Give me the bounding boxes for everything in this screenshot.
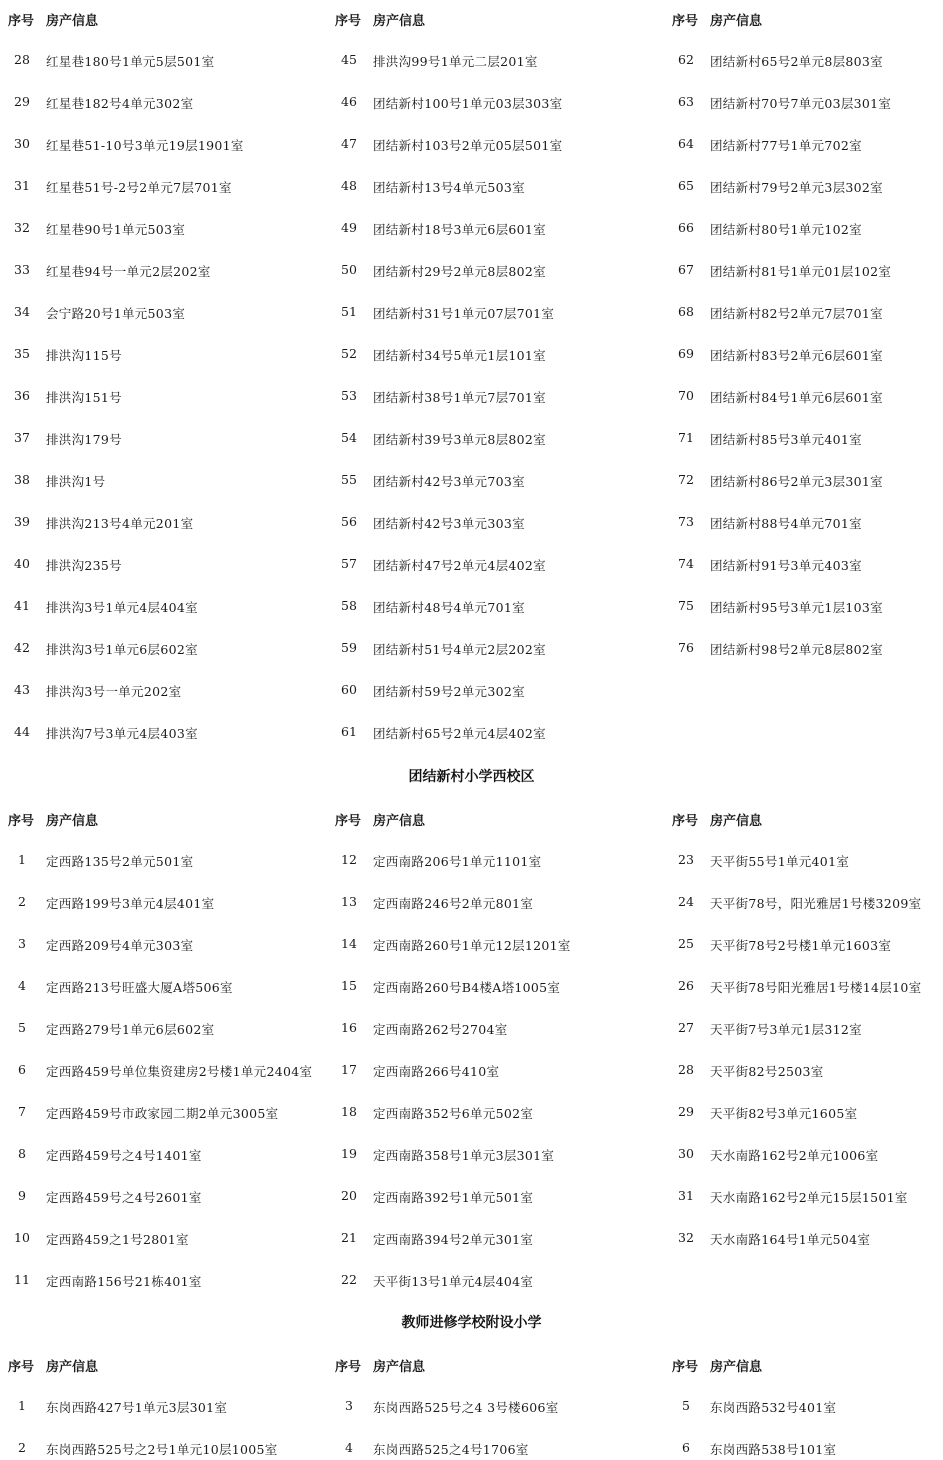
property-address: 团结新村98号2单元8层802室 [710,642,883,657]
property-address: 天平街82号2503室 [710,1064,824,1079]
row-number: 49 [341,220,357,235]
property-address: 团结新村88号4单元701室 [710,516,862,531]
row-number: 6 [682,1440,690,1455]
row-number: 15 [341,978,357,993]
row-number: 5 [682,1398,690,1413]
row-number: 2 [18,1440,26,1455]
property-address: 天平街78号，阳光雅居1号楼3209室 [710,896,922,911]
property-address: 定西路279号1单元6层602室 [46,1022,215,1037]
row-number: 58 [341,598,357,613]
property-address: 团结新村85号3单元401室 [710,432,862,447]
row-number: 29 [678,1104,694,1119]
row-number: 55 [341,472,357,487]
property-address: 团结新村100号1单元03层303室 [373,96,563,111]
row-number: 32 [14,220,30,235]
section-title: 教师进修学校附设小学 [401,1315,542,1331]
header-seq: 序号 [335,814,362,829]
row-number: 51 [341,304,357,319]
row-number: 5 [18,1020,26,1035]
property-address: 团结新村91号3单元403室 [710,558,862,573]
header-seq: 序号 [672,1360,699,1375]
property-address: 定西南路260号1单元12层1201室 [373,938,571,953]
header-seq: 序号 [335,14,362,29]
row-number: 42 [14,640,30,655]
header-info: 房产信息 [373,814,426,829]
property-address: 天水南路162号2单元15层1501室 [710,1190,908,1205]
row-number: 43 [14,682,30,697]
property-address: 定西路459号之4号2601室 [46,1190,202,1205]
property-address: 排洪沟7号3单元4层403室 [46,726,198,741]
header-seq: 序号 [8,814,35,829]
row-number: 39 [14,514,30,529]
row-number: 19 [341,1146,357,1161]
property-address: 团结新村48号4单元701室 [373,600,525,615]
property-address: 排洪沟99号1单元二层201室 [373,54,538,69]
row-number: 66 [678,220,694,235]
row-number: 1 [18,1398,26,1413]
row-number: 9 [18,1188,26,1203]
property-address: 东岗西路538号101室 [710,1442,837,1457]
property-address: 团结新村65号2单元4层402室 [373,726,546,741]
property-address: 排洪沟1号 [46,474,106,489]
row-number: 12 [341,852,357,867]
property-address: 排洪沟3号1单元6层602室 [46,642,198,657]
property-address: 会宁路20号1单元503室 [46,306,186,321]
header-info: 房产信息 [373,1360,426,1375]
property-address: 团结新村70号7单元03层301室 [710,96,892,111]
row-number: 3 [345,1398,353,1413]
header-seq: 序号 [672,814,699,829]
property-address: 团结新村81号1单元01层102室 [710,264,892,279]
header-seq: 序号 [672,14,699,29]
header-info: 房产信息 [710,1360,763,1375]
row-number: 28 [678,1062,694,1077]
property-address: 定西路459号单位集资建房2号楼1单元2404室 [46,1064,313,1079]
property-address: 天平街82号3单元1605室 [710,1106,858,1121]
property-address: 团结新村82号2单元7层701室 [710,306,883,321]
row-number: 10 [14,1230,30,1245]
row-number: 27 [678,1020,694,1035]
row-number: 70 [678,388,694,403]
row-number: 74 [678,556,694,571]
property-address: 东岗西路532号401室 [710,1400,837,1415]
property-address: 团结新村38号1单元7层701室 [373,390,546,405]
property-address: 团结新村42号3单元303室 [373,516,525,531]
row-number: 63 [678,94,694,109]
row-number: 76 [678,640,694,655]
property-address: 红星巷182号4单元302室 [46,96,194,111]
row-number: 65 [678,178,694,193]
row-number: 20 [341,1188,357,1203]
property-address: 天水南路164号1单元504室 [710,1232,871,1247]
property-address: 天平街78号2号楼1单元1603室 [710,938,892,953]
row-number: 7 [18,1104,26,1119]
row-number: 29 [14,94,30,109]
property-address: 团结新村51号4单元2层202室 [373,642,546,657]
property-address: 团结新村59号2单元302室 [373,684,525,699]
property-address: 定西南路392号1单元501室 [373,1190,534,1205]
row-number: 57 [341,556,357,571]
row-number: 17 [341,1062,357,1077]
property-address: 定西路459号市政家园二期2单元3005室 [46,1106,279,1121]
row-number: 38 [14,472,30,487]
row-number: 36 [14,388,30,403]
property-address: 定西路199号3单元4层401室 [46,896,215,911]
property-address: 团结新村18号3单元6层601室 [373,222,546,237]
property-address: 排洪沟3号1单元4层404室 [46,600,198,615]
property-address: 天水南路162号2单元1006室 [710,1148,879,1163]
row-number: 67 [678,262,694,277]
property-address: 排洪沟151号 [46,390,122,405]
row-number: 18 [341,1104,357,1119]
property-address: 定西南路352号6单元502室 [373,1106,534,1121]
row-number: 11 [14,1272,30,1287]
property-address: 排洪沟3号一单元202室 [46,684,182,699]
row-number: 56 [341,514,357,529]
row-number: 35 [14,346,30,361]
property-address: 团结新村86号2单元3层301室 [710,474,883,489]
row-number: 52 [341,346,357,361]
row-number: 22 [341,1272,357,1287]
row-number: 28 [14,52,30,67]
property-address: 团结新村13号4单元503室 [373,180,525,195]
property-address: 天平街55号1单元401室 [710,854,850,869]
property-address: 定西路459之1号2801室 [46,1232,189,1247]
row-number: 47 [341,136,357,151]
row-number: 6 [18,1062,26,1077]
row-number: 54 [341,430,357,445]
header-seq: 序号 [8,1360,35,1375]
property-address: 东岗西路525号之4 3号楼606室 [373,1400,559,1415]
header-info: 房产信息 [46,14,99,29]
row-number: 4 [345,1440,353,1455]
row-number: 60 [341,682,357,697]
row-number: 50 [341,262,357,277]
property-address: 天平街7号3单元1层312室 [710,1022,862,1037]
row-number: 59 [341,640,357,655]
property-address: 东岗西路427号1单元3层301室 [46,1400,228,1415]
property-address: 团结新村31号1单元07层701室 [373,306,555,321]
property-address: 团结新村39号3单元8层802室 [373,432,546,447]
property-address: 定西南路262号2704室 [373,1022,508,1037]
row-number: 69 [678,346,694,361]
row-number: 8 [18,1146,26,1161]
header-info: 房产信息 [710,814,763,829]
property-address: 团结新村47号2单元4层402室 [373,558,546,573]
row-number: 41 [14,598,30,613]
row-number: 61 [341,724,357,739]
row-number: 44 [14,724,30,739]
property-address: 团结新村80号1单元102室 [710,222,862,237]
header-info: 房产信息 [373,14,426,29]
row-number: 4 [18,978,26,993]
property-address: 定西路213号旺盛大厦A塔506室 [46,980,233,995]
row-number: 30 [678,1146,694,1161]
property-address: 团结新村83号2单元6层601室 [710,348,883,363]
row-number: 46 [341,94,357,109]
row-number: 53 [341,388,357,403]
property-address: 红星巷51-10号3单元19层1901室 [46,138,244,153]
row-number: 33 [14,262,30,277]
row-number: 73 [678,514,694,529]
row-number: 23 [678,852,694,867]
property-address: 东岗西路525号之2号1单元10层1005室 [46,1442,278,1457]
property-address: 定西南路266号410室 [373,1064,500,1079]
section-title: 团结新村小学西校区 [408,769,535,785]
row-number: 40 [14,556,30,571]
header-info: 房产信息 [46,1360,99,1375]
row-number: 68 [678,304,694,319]
property-address: 定西南路394号2单元301室 [373,1232,534,1247]
row-number: 72 [678,472,694,487]
row-number: 25 [678,936,694,951]
property-address: 定西南路246号2单元801室 [373,896,534,911]
row-number: 34 [14,304,30,319]
property-address: 定西路209号4单元303室 [46,938,194,953]
row-number: 1 [18,852,26,867]
property-address: 东岗西路525之4号1706室 [373,1442,529,1457]
row-number: 3 [18,936,26,951]
property-address: 团结新村77号1单元702室 [710,138,862,153]
property-address: 排洪沟115号 [46,348,122,363]
row-number: 26 [678,978,694,993]
property-address: 定西路459号之4号1401室 [46,1148,202,1163]
property-address: 定西南路358号1单元3层301室 [373,1148,555,1163]
row-number: 64 [678,136,694,151]
row-number: 71 [678,430,694,445]
property-address: 定西南路260号B4楼A塔1005室 [373,980,561,995]
row-number: 13 [341,894,357,909]
property-address: 红星巷90号1单元503室 [46,222,186,237]
property-address: 天平街13号1单元4层404室 [373,1274,534,1289]
header-info: 房产信息 [710,14,763,29]
row-number: 16 [341,1020,357,1035]
property-address: 排洪沟179号 [46,432,122,447]
property-address: 团结新村84号1单元6层601室 [710,390,883,405]
row-number: 48 [341,178,357,193]
property-address: 红星巷94号一单元2层202室 [46,264,211,279]
row-number: 45 [341,52,357,67]
property-address: 定西南路206号1单元1101室 [373,854,542,869]
property-address: 团结新村42号3单元703室 [373,474,525,489]
property-address: 团结新村79号2单元3层302室 [710,180,883,195]
property-address: 团结新村29号2单元8层802室 [373,264,546,279]
property-address: 红星巷180号1单元5层501室 [46,54,215,69]
row-number: 2 [18,894,26,909]
property-address: 团结新村103号2单元05层501室 [373,138,563,153]
property-address: 团结新村34号5单元1层101室 [373,348,546,363]
property-address: 红星巷51号-2号2单元7层701室 [46,180,232,195]
row-number: 32 [678,1230,694,1245]
property-address: 定西南路156号21栋401室 [46,1274,202,1289]
property-address: 排洪沟235号 [46,558,122,573]
property-address: 定西路135号2单元501室 [46,854,194,869]
row-number: 21 [341,1230,357,1245]
row-number: 14 [341,936,357,951]
header-info: 房产信息 [46,814,99,829]
row-number: 30 [14,136,30,151]
header-seq: 序号 [335,1360,362,1375]
row-number: 31 [14,178,30,193]
property-address: 团结新村95号3单元1层103室 [710,600,883,615]
row-number: 24 [678,894,694,909]
row-number: 31 [678,1188,694,1203]
property-address: 排洪沟213号4单元201室 [46,516,194,531]
row-number: 62 [678,52,694,67]
row-number: 37 [14,430,30,445]
property-address: 团结新村65号2单元8层803室 [710,54,883,69]
property-address: 天平街78号阳光雅居1号楼14层10室 [710,980,922,995]
row-number: 75 [678,598,694,613]
header-seq: 序号 [8,14,35,29]
